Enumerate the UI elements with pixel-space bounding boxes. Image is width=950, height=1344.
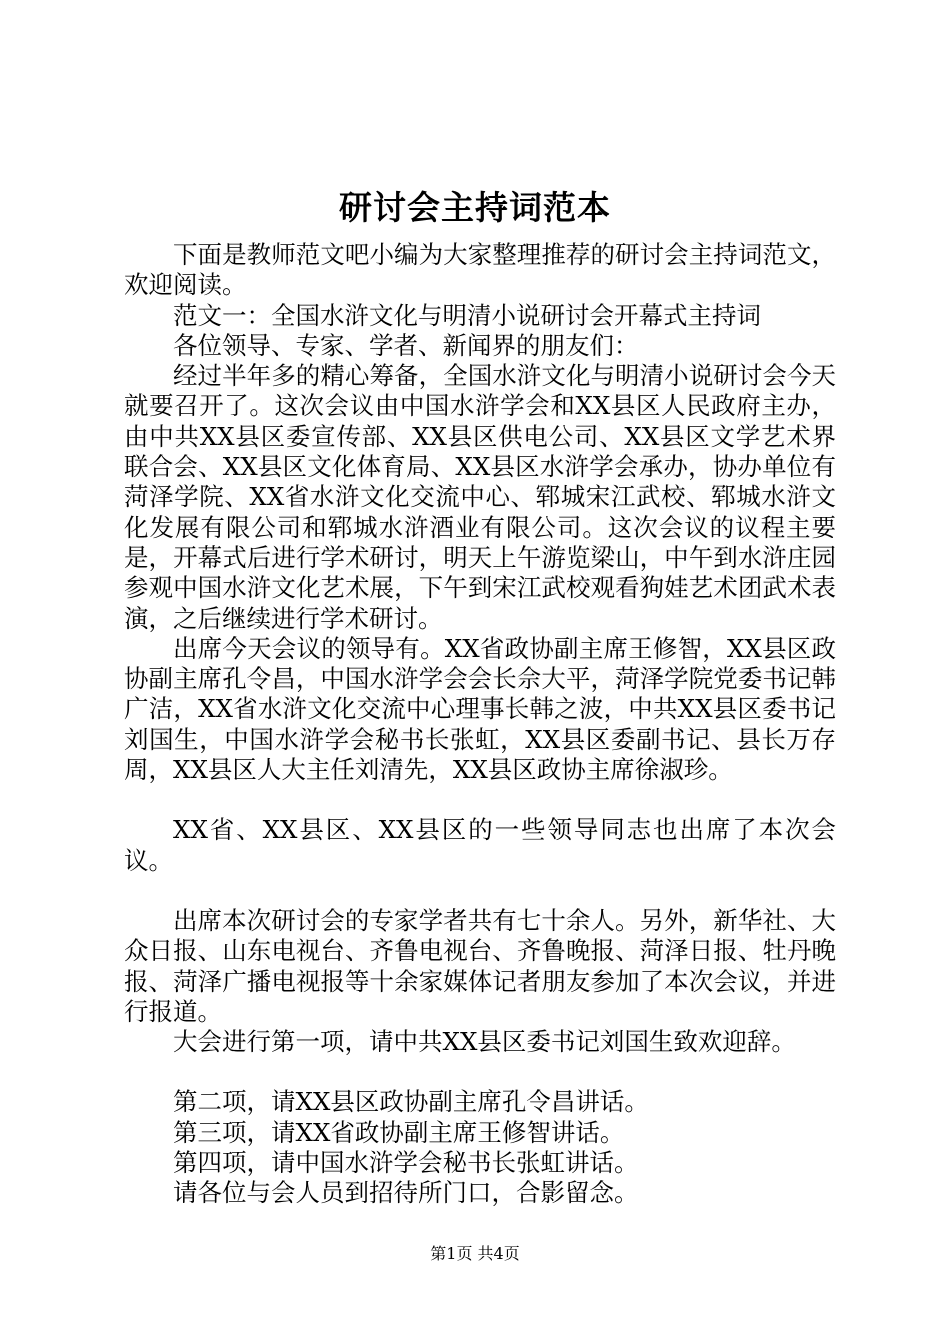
document-title: 研讨会主持词范本 xyxy=(339,188,611,227)
paragraph-salutation: 各位领导、专家、学者、新闻界的朋友们： xyxy=(173,330,639,360)
paragraph-item-1: 大会进行第一项，请中共XX县区委书记刘国生致欢迎辞。 xyxy=(173,1027,796,1057)
paragraph-officials: XX省、XX县区、XX县区的一些领导同志也出席了本次会议。 xyxy=(124,815,836,875)
paragraph-leaders: 出席今天会议的领导有。XX省政协副主席王修智，XX县区政协副主席孔令昌，中国水浒学会会长佘大平，菏泽学院党委书记韩广洁，XX省水浒文化交流中心理事长韩之波，中共XX县区委书记刘国生，中国水浒学会秘书长张虹，XX县区委副书记、县长万存周，XX县区人大主任刘清先，XX县区政协主席徐淑珍。 xyxy=(124,633,836,785)
paragraph-opening: 经过半年多的精心筹备，全国水浒文化与明清小说研讨会今天就要召开了。这次会议由中国水浒学会和XX县区人民政府主办，由中共XX县区委宣传部、XX县区供电公司、XX县区文学艺术界联合会、XX县区文化体育局、XX县区水浒学会承办，协办单位有菏泽学院、XX省水浒文化交流中心、郓城宋江武校、郓城水浒文化发展有限公司和郓城水浒酒业有限公司。这次会议的议程主要是，开幕式后进行学术研讨，明天上午游览梁山，中午到水浒庄园参观中国水浒文化艺术展，下午到宋江武校观看狗娃艺术团武术表演，之后继续进行学术研讨。 xyxy=(124,361,836,633)
page-footer: 第1页 共4页 xyxy=(430,1244,520,1263)
paragraph-item-4: 第四项，请中国水浒学会秘书长张虹讲话。 xyxy=(173,1148,639,1178)
document-body xyxy=(124,240,836,1209)
paragraph-intro: 下面是教师范文吧小编为大家整理推荐的研讨会主持词范文，欢迎阅读。 xyxy=(124,240,836,300)
paragraph-closing: 请各位与会人员到招待所门口，合影留念。 xyxy=(173,1178,639,1208)
paragraph-item-3: 第三项，请XX省政协副主席王修智讲话。 xyxy=(173,1117,625,1147)
paragraph-experts-media: 出席本次研讨会的专家学者共有七十余人。另外，新华社、大众日报、山东电视台、齐鲁电视台、齐鲁晚报、菏泽日报、牡丹晚报、菏泽广播电视报等十余家媒体记者朋友参加了本次会议，并进行报道。 xyxy=(124,905,836,1026)
paragraph-sample-heading: 范文一：全国水浒文化与明清小说研讨会开幕式主持词 xyxy=(173,300,761,330)
paragraph-item-2: 第二项，请XX县区政协副主席孔令昌讲话。 xyxy=(173,1087,649,1117)
